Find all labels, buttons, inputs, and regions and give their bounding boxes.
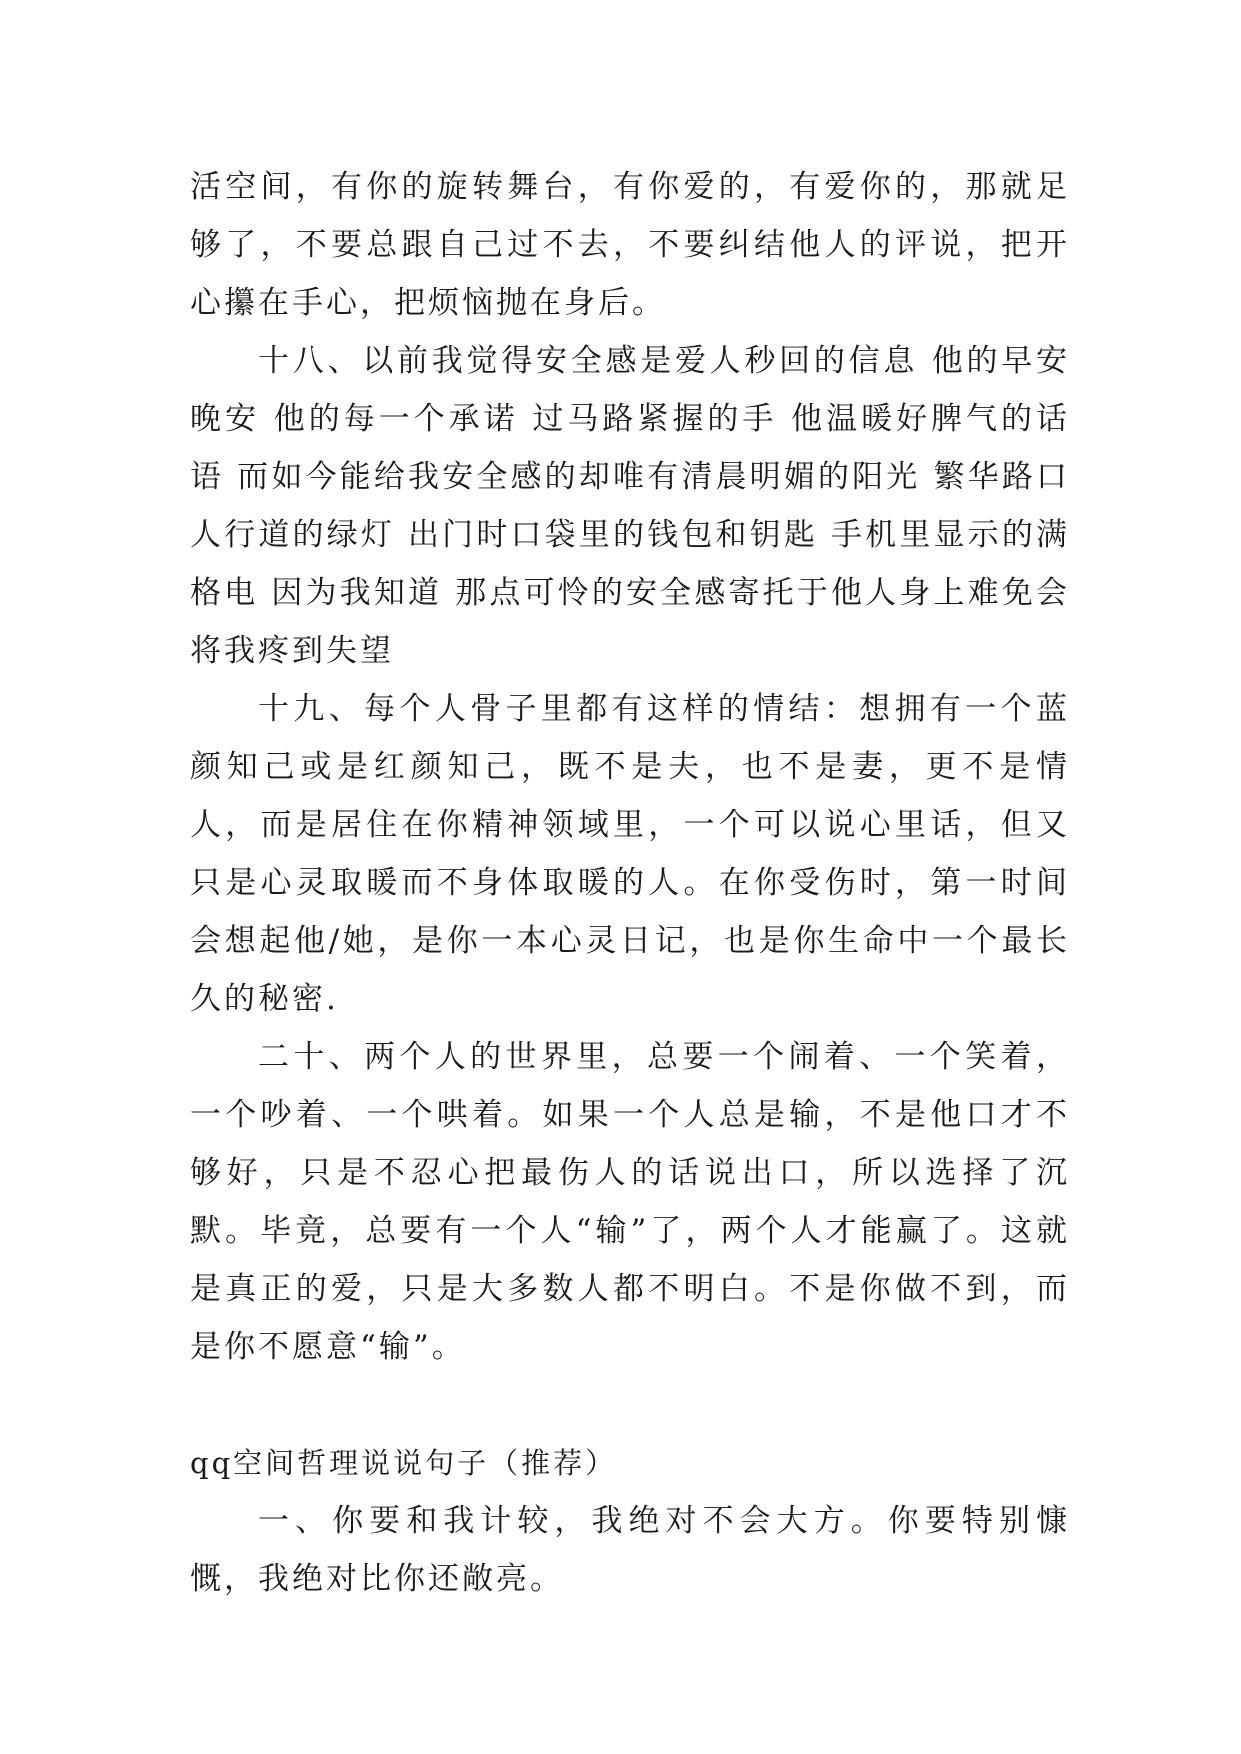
paragraph-19: 十九、每个人骨子里都有这样的情结：想拥有一个蓝颜知己或是红颜知己，既不是夫，也不是妻，更不是情人，而是居住在你精神领域里，一个可以说心里话，但又只是心灵取暖而不身体取暖的人。在你受伤时，第一时间会想起他/她，是你一本心灵日记，也是你生命中一个最长久的秘密. <box>190 691 1070 1017</box>
document-body <box>190 158 1070 1608</box>
paragraph-continuation: 活空间，有你的旋转舞台，有你爱的，有爱你的，那就足够了，不要总跟自己过不去，不要纠结他人的评说，把开心攥在手心，把烦恼抛在身后。 <box>190 169 1070 321</box>
section-heading: qq空间哲理说说句子（推荐） <box>190 1446 618 1480</box>
paragraph-20: 二十、两个人的世界里，总要一个闹着、一个笑着，一个吵着、一个哄着。如果一个人总是输，不是他口才不够好，只是不忍心把最伤人的话说出口，所以选择了沉默。毕竟，总要有一个人“输”了，两个人才能赢了。这就是真正的爱，只是大多数人都不明白。不是你做不到，而是你不愿意“输”。 <box>190 1039 1070 1365</box>
section-paragraph-1: 一、你要和我计较，我绝对不会大方。你要特别慷慨，我绝对比你还敞亮。 <box>190 1503 1070 1597</box>
paragraph-18: 十八、以前我觉得安全感是爱人秒回的信息 他的早安晚安 他的每一个承诺 过马路紧握的手 他温暖好脾气的话语 而如今能给我安全感的却唯有清晨明媚的阳光 繁华路口人行道的绿灯 出门时口袋里的钱包和钥匙 手机里显示的满格电 因为我知道 那点可怜的安全感寄托于他人身上难免会将我疼到失望 <box>190 343 1070 669</box>
